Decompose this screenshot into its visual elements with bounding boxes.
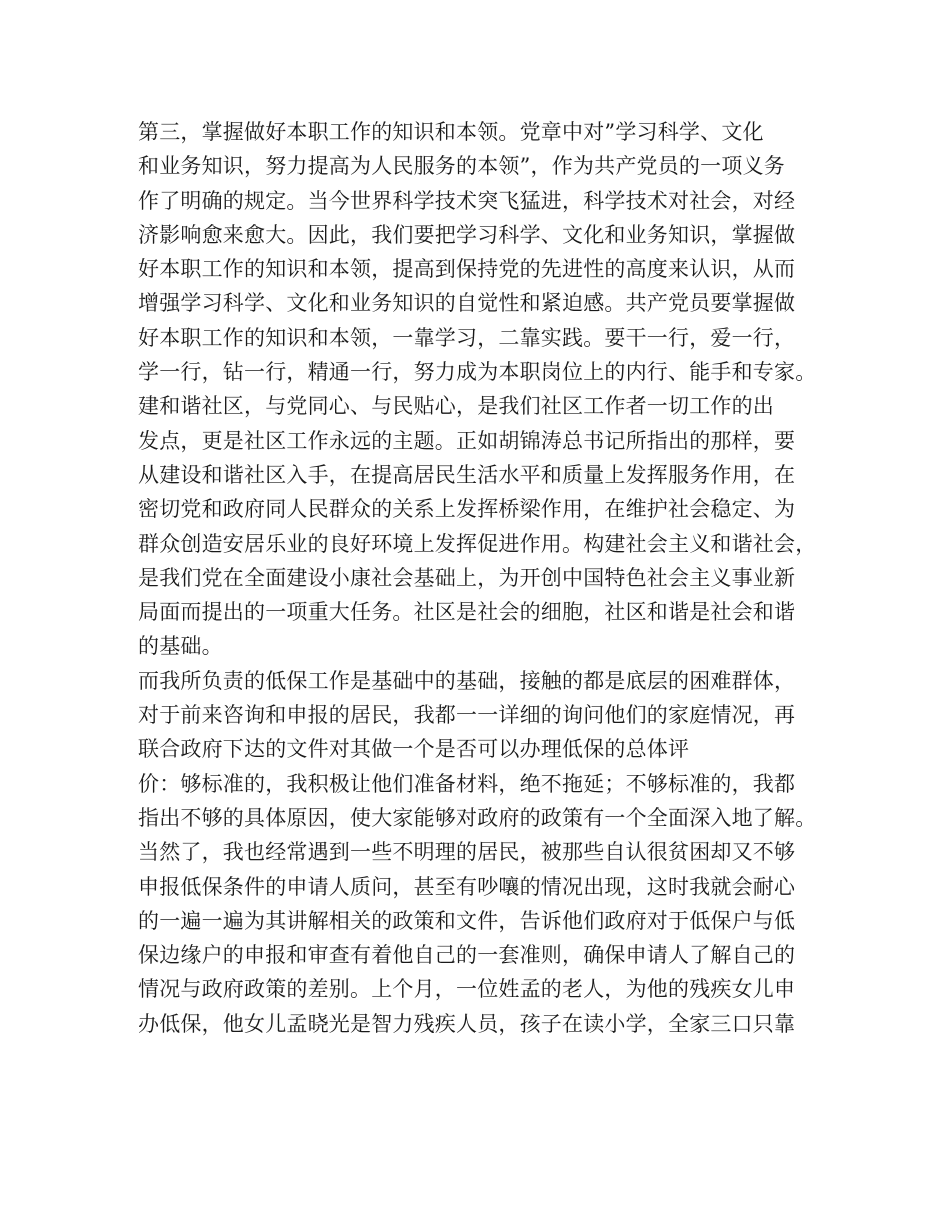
body-text: [138, 115, 828, 1041]
text-line: 作了明确的规定。当今世界科学技术突飞猛进，科学技术对社会，对经: [138, 188, 796, 213]
text-line: 发点，更是社区工作永远的主题。正如胡锦涛总书记所指出的那样，要: [138, 428, 796, 453]
text-line: 保边缘户的申报和审查有着他自己的一套准则，确保申请人了解自己的: [138, 943, 796, 968]
text-line: 建和谐社区，与党同心、与民贴心，是我们社区工作者一切工作的出: [138, 394, 774, 419]
text-line: 从建设和谐社区入手，在提高居民生活水平和质量上发挥服务作用，在: [138, 462, 796, 487]
text-line: 当然了，我也经常遇到一些不明理的居民，被那些自认很贫困却又不够: [138, 840, 796, 865]
text-line: 和业务知识，努力提高为人民服务的本领”，作为共产党员的一项义务: [138, 154, 785, 179]
text-line: 好本职工作的知识和本领，一靠学习，二靠实践。要干一行，爱一行，: [138, 325, 796, 350]
text-line: 好本职工作的知识和本领，提高到保持党的先进性的高度来认识，从而: [138, 257, 796, 282]
text-line: 增强学习科学、文化和业务知识的自觉性和紧迫感。共产党员要掌握做: [138, 291, 796, 316]
text-line: 而我所负责的低保工作是基础中的基础，接触的都是底层的困难群体，: [138, 668, 796, 693]
text-line: 价：够标准的，我积极让他们准备材料，绝不拖延；不够标准的，我都: [138, 771, 796, 796]
text-line: 的基础。: [138, 634, 223, 659]
text-line: 局面而提出的一项重大任务。社区是社会的细胞，社区和谐是社会和谐: [138, 600, 796, 625]
text-line: 学一行，钻一行，精通一行，努力成为本职岗位上的内行、能手和专家。: [138, 360, 817, 385]
text-line: 群众创造安居乐业的良好环境上发挥促进作用。构建社会主义和谐社会，: [138, 531, 817, 556]
text-line: 指出不够的具体原因，使大家能够对政府的政策有一个全面深入地了解。: [138, 805, 817, 830]
text-line: 对于前来咨询和申报的居民，我都一一详细的询问他们的家庭情况，再: [138, 703, 796, 728]
text-line: 济影响愈来愈大。因此，我们要把学习科学、文化和业务知识，掌握做: [138, 222, 796, 247]
text-line: 的一遍一遍为其讲解相关的政策和文件，告诉他们政府对于低保户与低: [138, 908, 796, 933]
text-line: 是我们党在全面建设小康社会基础上，为开创中国特色社会主义事业新: [138, 565, 796, 590]
text-line: 情况与政府政策的差别。上个月，一位姓孟的老人，为他的残疾女儿申: [138, 977, 796, 1002]
text-line: 密切党和政府同人民群众的关系上发挥桥梁作用，在维护社会稳定、为: [138, 497, 796, 522]
text-line: 申报低保条件的申请人质问，甚至有吵嚷的情况出现，这时我就会耐心: [138, 874, 796, 899]
text-line: 第三，掌握做好本职工作的知识和本领。党章中对”学习科学、文化: [138, 120, 764, 144]
text-line: 联合政府下达的文件对其做一个是否可以办理低保的总体评: [138, 737, 690, 762]
text-line: 办低保，他女儿孟晓光是智力残疾人员，孩子在读小学，全家三口只靠: [138, 1011, 796, 1036]
